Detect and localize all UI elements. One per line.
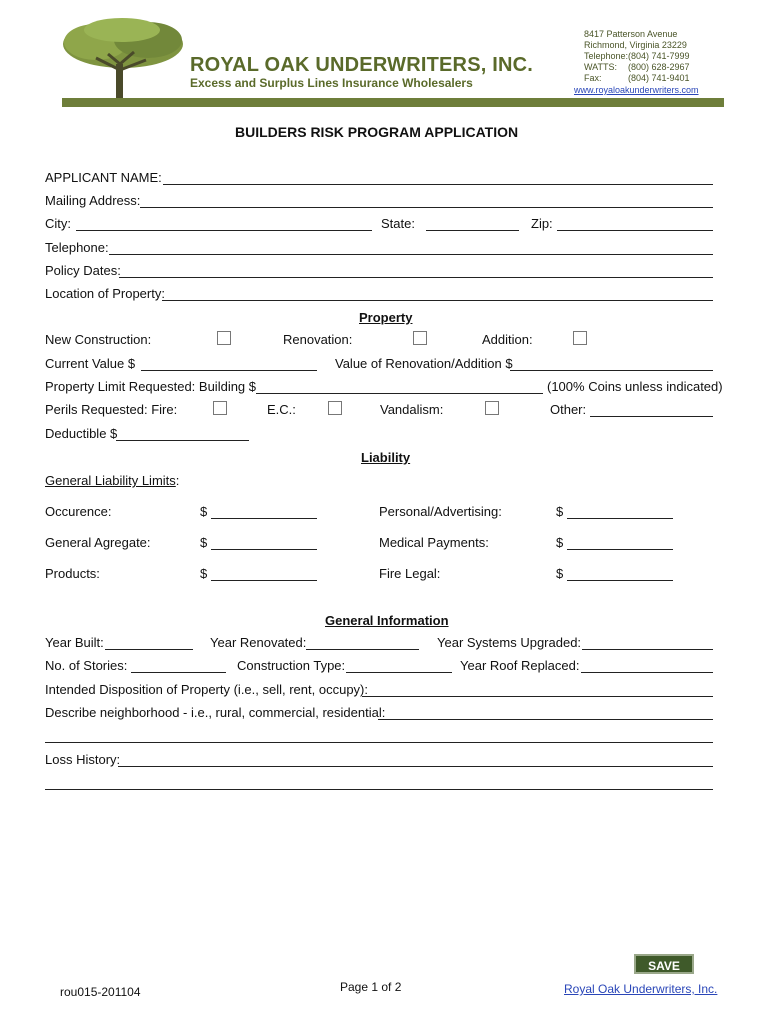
form-code: rou015-201104: [60, 985, 141, 999]
page-title: BUILDERS RISK PROGRAM APPLICATION: [235, 124, 519, 140]
construction-type-label: Construction Type:: [237, 658, 346, 673]
general-info-heading: General Information: [325, 613, 449, 628]
fire-legal-field[interactable]: [567, 580, 673, 581]
renovation-value-field[interactable]: [510, 370, 713, 371]
stories-field[interactable]: [131, 672, 226, 673]
addition-label: Addition:: [482, 332, 533, 347]
watts-number: (800) 628-2967: [628, 62, 690, 72]
disposition-field[interactable]: [362, 696, 713, 697]
year-systems-label: Year Systems Upgraded:: [437, 635, 582, 650]
save-button[interactable]: SAVE: [634, 954, 694, 974]
company-tagline: Excess and Surplus Lines Insurance Wholesalers: [190, 76, 473, 90]
coins-note: (100% Coins unless indicated): [547, 379, 723, 394]
property-heading: Property: [359, 310, 413, 325]
year-renovated-label: Year Renovated:: [210, 635, 307, 650]
renovation-value-label: Value of Renovation/Addition $: [335, 356, 513, 371]
occurence-dollar: $: [200, 504, 208, 519]
fire-legal-dollar: $: [556, 566, 564, 581]
year-roof-field[interactable]: [581, 672, 713, 673]
loss-history-field[interactable]: [118, 766, 713, 767]
telephone-label: Telephone:: [584, 51, 629, 61]
loss-history-label: Loss History:: [45, 752, 121, 767]
year-built-label: Year Built:: [45, 635, 104, 650]
products-dollar: $: [200, 566, 208, 581]
page-number: Page 1 of 2: [340, 980, 402, 994]
zip-label: Zip:: [531, 216, 553, 231]
header-divider-bar: [62, 98, 724, 107]
year-renovated-field[interactable]: [306, 649, 419, 650]
deductible-label: Deductible $: [45, 426, 118, 441]
products-field[interactable]: [211, 580, 317, 581]
other-label: Other:: [550, 402, 587, 417]
products-label: Products:: [45, 566, 100, 581]
company-footer-link[interactable]: Royal Oak Underwriters, Inc.: [564, 982, 718, 996]
state-field[interactable]: [426, 230, 519, 231]
medical-dollar: $: [556, 535, 564, 550]
oak-tree-logo: [56, 14, 190, 102]
location-field[interactable]: [162, 300, 713, 301]
applicant-name-field[interactable]: [163, 184, 713, 185]
mailing-address-field[interactable]: [140, 207, 713, 208]
new-construction-label: New Construction:: [45, 332, 152, 347]
city-field[interactable]: [76, 230, 372, 231]
year-built-field[interactable]: [105, 649, 193, 650]
fire-checkbox[interactable]: [213, 401, 227, 415]
liability-heading: Liability: [361, 450, 411, 465]
year-systems-field[interactable]: [582, 649, 713, 650]
medical-label: Medical Payments:: [379, 535, 489, 550]
medical-field[interactable]: [567, 549, 673, 550]
state-label: State:: [381, 216, 415, 231]
mailing-address-label: Mailing Address:: [45, 193, 141, 208]
addition-checkbox[interactable]: [573, 331, 587, 345]
neighborhood-field[interactable]: [378, 719, 713, 720]
general-aggregate-field[interactable]: [211, 549, 317, 550]
stories-label: No. of Stories:: [45, 658, 128, 673]
neighborhood-field-line-2[interactable]: [45, 742, 713, 743]
other-field[interactable]: [590, 416, 713, 417]
disposition-label: Intended Disposition of Property (i.e., sell, rent, occupy):: [45, 682, 368, 697]
construction-type-field[interactable]: [346, 672, 452, 673]
city-label: City:: [45, 216, 71, 231]
general-aggregate-label: General Agregate:: [45, 535, 151, 550]
telephone-field[interactable]: [109, 254, 713, 255]
location-label: Location of Property:: [45, 286, 165, 301]
personal-adv-label: Personal/Advertising:: [379, 504, 502, 519]
new-construction-checkbox[interactable]: [217, 331, 231, 345]
gl-limits-label: [45, 473, 179, 488]
year-roof-label: Year Roof Replaced:: [460, 658, 580, 673]
loss-history-field-line-2[interactable]: [45, 789, 713, 790]
perils-label: Perils Requested: Fire:: [45, 402, 178, 417]
fax-label: Fax:: [584, 73, 602, 83]
ec-label: E.C.:: [267, 402, 296, 417]
telephone-label: Telephone:: [45, 240, 109, 255]
deductible-field[interactable]: [116, 440, 249, 441]
gl-limits-text: General Liability Limits: [45, 473, 176, 488]
fire-legal-label: Fire Legal:: [379, 566, 441, 581]
zip-field[interactable]: [557, 230, 713, 231]
telephone-number: (804) 741-7999: [628, 51, 690, 61]
address-line-2: Richmond, Virginia 23229: [584, 40, 687, 50]
watts-label: WATTS:: [584, 62, 617, 72]
applicant-name-label: APPLICANT NAME:: [45, 170, 162, 185]
ec-checkbox[interactable]: [328, 401, 342, 415]
current-value-field[interactable]: [141, 370, 317, 371]
renovation-label: Renovation:: [283, 332, 353, 347]
policy-dates-label: Policy Dates:: [45, 263, 121, 278]
website-link[interactable]: www.royaloakunderwriters.com: [574, 85, 699, 95]
vandalism-label: Vandalism:: [380, 402, 444, 417]
occurence-label: Occurence:: [45, 504, 112, 519]
neighborhood-label: Describe neighborhood - i.e., rural, commercial, residential:: [45, 705, 386, 720]
renovation-checkbox[interactable]: [413, 331, 427, 345]
personal-adv-field[interactable]: [567, 518, 673, 519]
occurence-field[interactable]: [211, 518, 317, 519]
personal-adv-dollar: $: [556, 504, 564, 519]
address-line-1: 8417 Patterson Avenue: [584, 29, 678, 39]
gl-limits-colon: :: [175, 473, 180, 488]
fax-number: (804) 741-9401: [628, 73, 690, 83]
current-value-label: Current Value $: [45, 356, 136, 371]
property-limit-label: Property Limit Requested: Building $: [45, 379, 257, 394]
vandalism-checkbox[interactable]: [485, 401, 499, 415]
property-limit-field[interactable]: [256, 393, 543, 394]
company-name: ROYAL OAK UNDERWRITERS, INC.: [190, 54, 534, 76]
general-aggregate-dollar: $: [200, 535, 208, 550]
policy-dates-field[interactable]: [119, 277, 713, 278]
